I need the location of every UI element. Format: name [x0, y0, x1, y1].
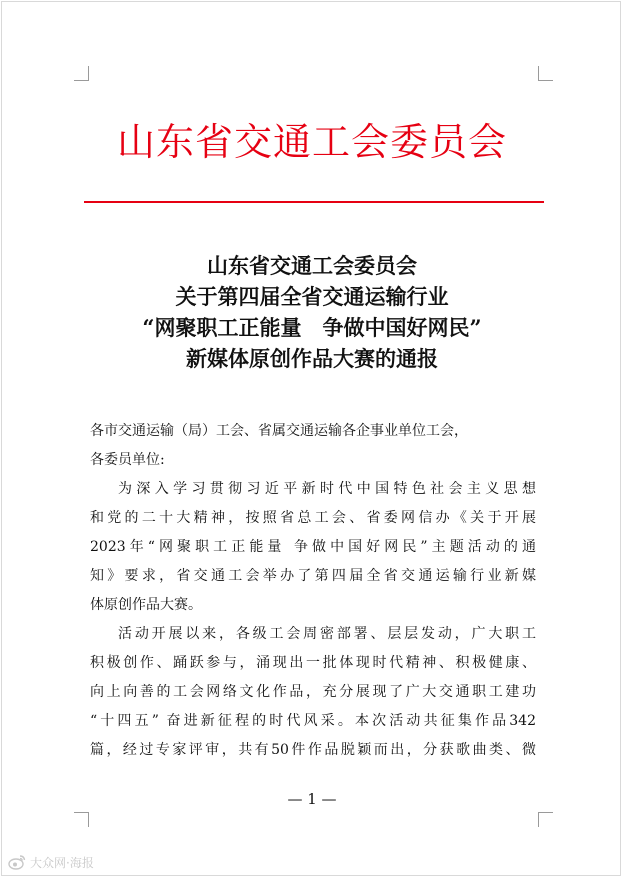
- paragraph-line: 向上向善的工会网络文化作品，充分展现了广大交通职工建功: [90, 684, 536, 700]
- page-number: — 1 —: [287, 790, 337, 808]
- organization-header: 山东省交通工会委员会: [116, 120, 507, 164]
- paragraph-line: 活动开展以来，各级工会周密部署、层层发动，广大职工: [118, 626, 536, 642]
- paragraph-line: 体原创作品大赛。: [90, 597, 202, 613]
- paragraph-line: 为深入学习贯彻习近平新时代中国特色社会主义思想: [118, 481, 536, 497]
- watermark-text: 大众网·海报: [30, 855, 94, 870]
- title-line: 山东省交通工会委员会: [207, 253, 417, 278]
- paragraph-line: 篇，经过专家评审，共有50件作品脱颖而出，分获歌曲类、微: [90, 742, 536, 758]
- paragraph-line: 积极创作、踊跃参与，涌现出一批体现时代精神、积极健康、: [90, 655, 536, 671]
- weibo-icon: [8, 854, 26, 870]
- corner-mark-bottom-left: [74, 812, 89, 827]
- paragraph-1: [90, 475, 536, 620]
- corner-mark-top-left: [74, 66, 89, 81]
- document-body: [90, 417, 536, 765]
- watermark: [8, 853, 94, 871]
- document-title: [0, 250, 624, 374]
- title-line: 新媒体原创作品大赛的通报: [186, 346, 438, 371]
- title-line: 关于第四届全省交通运输行业: [175, 284, 449, 309]
- paragraph-line: 2023年“网聚职工正能量 争做中国好网民”主题活动的通: [90, 539, 536, 555]
- paragraph-line: “十四五” 奋进新征程的时代风采。本次活动共征集作品342: [90, 713, 536, 729]
- paragraph-line: 知》要求，省交通工会举办了第四届全省交通运输行业新媒: [90, 568, 536, 584]
- paragraph-line: 和党的二十大精神，按照省总工会、省委网信办《关于开展: [90, 510, 536, 526]
- salutation-line: 各市交通运输（局）工会、省属交通运输各企事业单位工会，: [90, 423, 468, 439]
- red-header-rule: [84, 201, 544, 203]
- corner-mark-top-right: [538, 66, 553, 81]
- paragraph-2: [90, 620, 536, 765]
- title-line: “网聚职工正能量 争做中国好网民”: [142, 315, 482, 340]
- corner-mark-bottom-right: [538, 812, 553, 827]
- salutation-line: 各委员单位:: [90, 452, 165, 468]
